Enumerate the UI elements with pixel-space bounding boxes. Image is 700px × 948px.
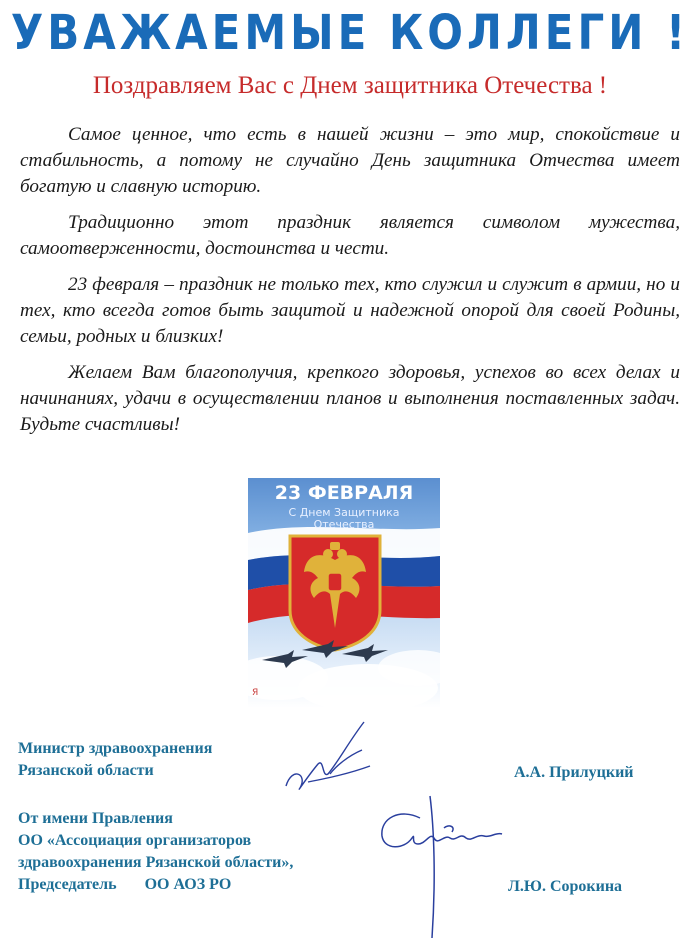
signatory-1-line-1: Министр здравоохранения [18,740,213,757]
signatory-1-line-2: Рязанской области [18,762,154,779]
signature-1-icon [278,716,378,796]
card-subtitle-line1: С Днем Защитника [288,506,400,519]
signatory-2-name: Л.Ю. Сорокина [508,878,623,895]
page-subtitle: Поздравляем Вас с Днем защитника Отечества ! [92,72,608,99]
signatory-2-line-3: здравоохранения Рязанской области», [18,854,294,871]
card-corner-mark: Я [252,688,259,698]
card-subtitle-line2: Отечества [313,518,375,531]
letter-body [20,122,680,448]
signature-2-icon [360,788,510,948]
card-title: 23 ФЕВРАЛЯ [274,482,414,504]
signatory-2-line-2: ОО «Ассоциация организаторов [18,832,252,849]
paragraph-3: 23 февраля – праздник не только тех, кто служил и служит в армии, но и тех, кто всегда готов быть защитой и надежной опорой для своей Родины, семьи, родных и близких! [20,274,680,347]
greeting-card-image [248,478,440,708]
signatory-2-position [18,808,293,896]
signatory-1-name: А.А. Прилуцкий [514,764,634,781]
paragraph-1: Самое ценное, что есть в нашей жизни – это мир, спокойствие и стабильность, а потому не случайно День защитника Отчества имеет богатую и славную историю. [20,124,680,197]
paragraph-2: Традиционно этот праздник является символом мужества, самоотверженности, достоинства и чести. [20,212,680,259]
page-title: УВАЖАЕМЫЕ КОЛЛЕГИ ! [10,4,690,61]
signatory-1-position [18,738,212,782]
signatory-2-line-1: От имени Правления [18,810,173,827]
paragraph-4: Желаем Вам благополучия, крепкого здоровья, успехов во всех делах и начинаниях, удачи в осуществлении планов и выполнения поставленных задач. Будьте счастливы! [20,362,680,435]
signatory-2-line-4: Председатель ОО АОЗ РО [18,876,232,893]
